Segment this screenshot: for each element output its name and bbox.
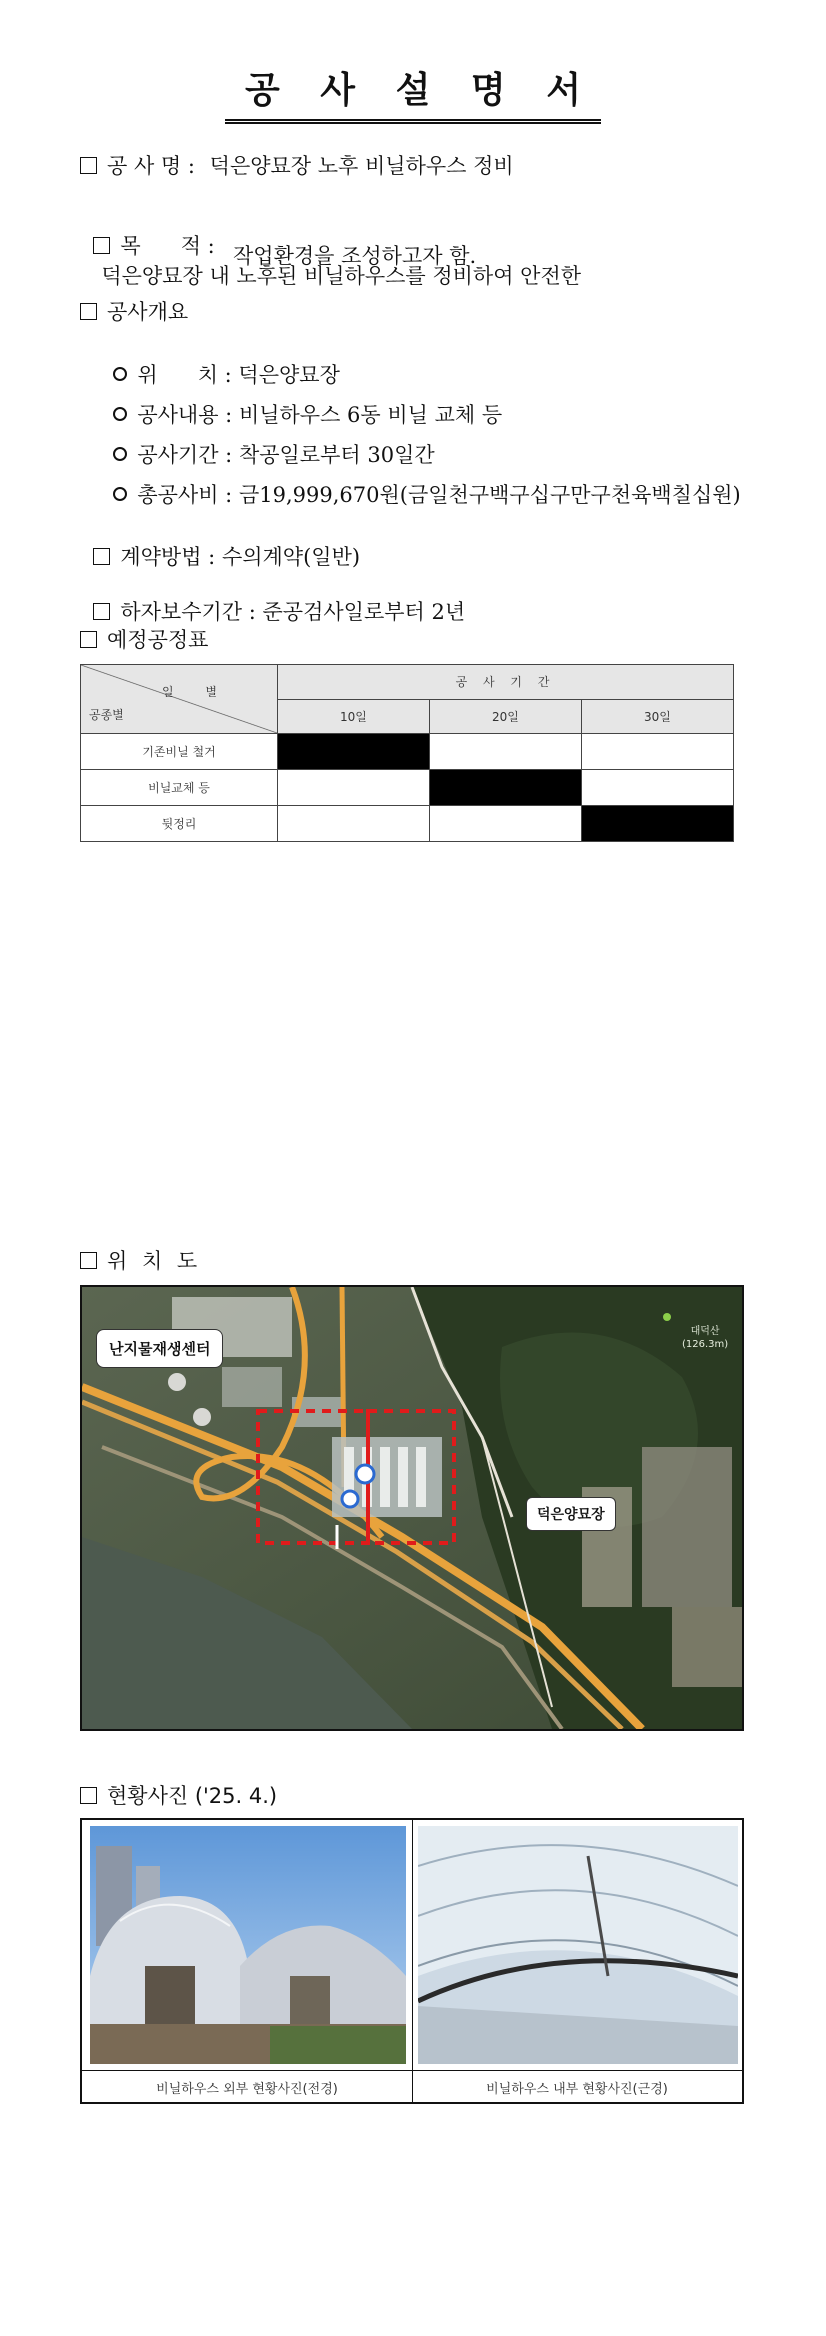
- contract-row: [80, 517, 360, 571]
- overview-heading: 공사개요: [107, 300, 189, 324]
- schedule-corner-top: 일 별: [162, 685, 231, 699]
- map-label-elevation: (126.3m): [682, 1339, 729, 1350]
- schedule-cell: [429, 770, 581, 806]
- schedule-day-header: 20일: [429, 699, 581, 734]
- schedule-task: 뒷정리: [81, 806, 278, 842]
- schedule-day-header: 10일: [278, 699, 430, 734]
- project-name-row: [80, 150, 514, 180]
- photos-heading-row: [80, 1780, 277, 1810]
- schedule-day-header: 30일: [581, 699, 733, 734]
- schedule-cell: [581, 770, 733, 806]
- purpose-line-1: 덕은양묘장 내 노후된 비닐하우스를 정비하여 안전한: [101, 264, 582, 288]
- checkbox-square-icon: [80, 631, 97, 648]
- location-map: [80, 1285, 744, 1731]
- map-marker-icon: [356, 1465, 374, 1483]
- overview-item-period: 공사기간 : 착공일로부터 30일간: [100, 415, 435, 469]
- photos-heading: 현황사진 ('25. 4.): [107, 1784, 278, 1808]
- contract-label: 계약방법 :: [120, 545, 216, 569]
- project-name-label: 공 사 명 :: [107, 154, 195, 178]
- purpose-label: 목 적 :: [120, 234, 215, 258]
- warranty-value: 준공검사일로부터 2년: [262, 600, 466, 624]
- checkbox-square-icon: [93, 603, 110, 620]
- interior-photo: [418, 1826, 738, 2064]
- location-heading-row: [80, 1245, 201, 1275]
- schedule-row: [81, 734, 734, 770]
- map-label-mountain: 대덕산 (126.3m): [682, 1326, 729, 1350]
- project-name-value: 덕은양묘장 노후 비닐하우스 정비: [209, 154, 514, 178]
- circle-bullet-icon: [113, 487, 127, 501]
- checkbox-square-icon: [80, 303, 97, 320]
- map-label-site: 덕은양묘장: [526, 1497, 616, 1531]
- schedule-heading: 예정공정표: [107, 628, 209, 652]
- schedule-cell: [581, 806, 733, 842]
- warranty-row: [80, 572, 465, 626]
- map-marker-icon: [342, 1491, 358, 1507]
- schedule-row: [81, 770, 734, 806]
- schedule-task: 비닐교체 등: [81, 770, 278, 806]
- checkbox-square-icon: [93, 548, 110, 565]
- schedule-heading-row: [80, 624, 208, 654]
- overview-item-content: 공사내용 : 비닐하우스 6동 비닐 교체 등: [100, 375, 502, 429]
- overview-item-location: 위 치 : 덕은양묘장: [100, 335, 340, 389]
- photo-table: [80, 1818, 744, 2104]
- schedule-cell: [429, 734, 581, 770]
- schedule-task: 기존비닐 철거: [81, 734, 278, 770]
- overview-item-cost: 총공사비 : 금19,999,670원(금일천구백구십구만구천육백칠십원): [100, 455, 741, 509]
- schedule-corner-cell: [81, 665, 278, 734]
- document-title: 공 사 설 명 서: [0, 62, 826, 124]
- photo-caption-interior: 비닐하우스 내부 현황사진(근경): [486, 2082, 668, 2097]
- photo-caption-exterior: 비닐하우스 외부 현황사진(전경): [156, 2082, 338, 2097]
- contract-value: 수의계약(일반): [221, 545, 361, 569]
- checkbox-square-icon: [80, 157, 97, 174]
- location-heading: 위 치 도: [107, 1249, 202, 1273]
- schedule-corner-bottom: 공종별: [89, 708, 124, 722]
- purpose-line-2: 작업환경을 조성하고자 함.: [233, 244, 477, 268]
- checkbox-square-icon: [93, 237, 110, 254]
- map-label-center: 난지물재생센터: [96, 1329, 223, 1368]
- overview-heading-row: [80, 296, 188, 326]
- schedule-cell: [429, 806, 581, 842]
- schedule-cell: [278, 806, 430, 842]
- exterior-photo: [90, 1826, 406, 2064]
- warranty-label: 하자보수기간 :: [120, 600, 256, 624]
- schedule-cell: [278, 734, 430, 770]
- schedule-cell: [278, 770, 430, 806]
- schedule-row: [81, 806, 734, 842]
- schedule-cell: [581, 734, 733, 770]
- schedule-period-header: 공 사 기 간: [278, 665, 734, 700]
- checkbox-square-icon: [80, 1787, 97, 1804]
- schedule-table: [80, 664, 734, 842]
- checkbox-square-icon: [80, 1252, 97, 1269]
